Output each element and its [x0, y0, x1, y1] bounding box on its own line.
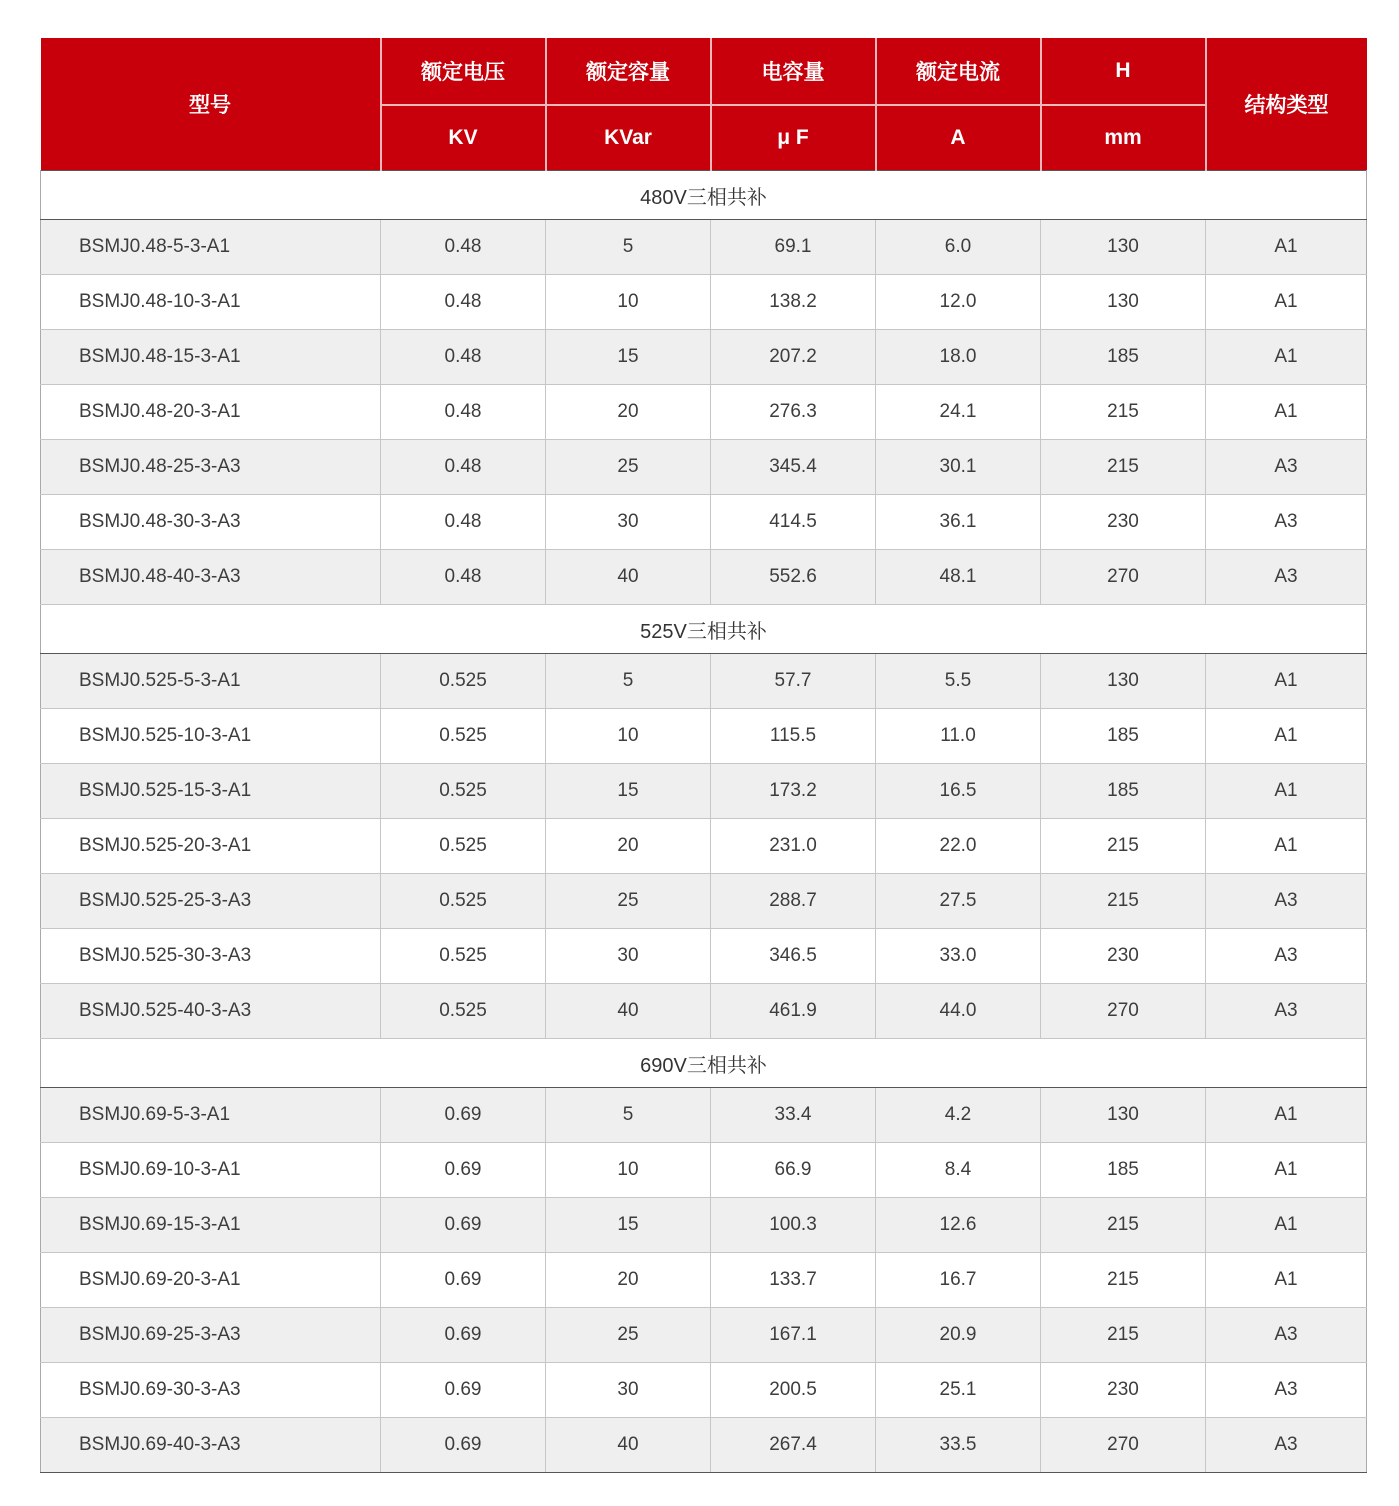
table-row — [41, 764, 1367, 819]
model-cell: BSMJ0.48-10-3-A1 — [41, 275, 381, 330]
value-cell: 20.9 — [876, 1308, 1041, 1363]
value-cell: 0.48 — [381, 440, 546, 495]
value-cell: 5 — [546, 220, 711, 275]
value-cell: 20 — [546, 1253, 711, 1308]
value-cell: 25.1 — [876, 1363, 1041, 1418]
value-cell: A1 — [1206, 1088, 1367, 1143]
table-row — [41, 984, 1367, 1039]
value-cell: 130 — [1041, 220, 1206, 275]
value-cell: 215 — [1041, 385, 1206, 440]
value-cell: 215 — [1041, 440, 1206, 495]
col-header-capacitance: 电容量 — [711, 38, 876, 105]
value-cell: 25 — [546, 440, 711, 495]
value-cell: 185 — [1041, 764, 1206, 819]
value-cell: 0.48 — [381, 330, 546, 385]
col-header-structure-type: 结构类型 — [1206, 38, 1367, 171]
value-cell: 22.0 — [876, 819, 1041, 874]
value-cell: 0.69 — [381, 1143, 546, 1198]
value-cell: A1 — [1206, 1143, 1367, 1198]
value-cell: A3 — [1206, 440, 1367, 495]
col-header-rated-capacity: 额定容量 — [546, 38, 711, 105]
model-cell: BSMJ0.525-25-3-A3 — [41, 874, 381, 929]
value-cell: 36.1 — [876, 495, 1041, 550]
value-cell: 100.3 — [711, 1198, 876, 1253]
value-cell: 30.1 — [876, 440, 1041, 495]
value-cell: 4.2 — [876, 1088, 1041, 1143]
unit-uf: μ F — [711, 105, 876, 171]
value-cell: A1 — [1206, 1198, 1367, 1253]
model-cell: BSMJ0.525-10-3-A1 — [41, 709, 381, 764]
value-cell: 0.69 — [381, 1363, 546, 1418]
value-cell: 18.0 — [876, 330, 1041, 385]
value-cell: 6.0 — [876, 220, 1041, 275]
value-cell: 11.0 — [876, 709, 1041, 764]
value-cell: 0.525 — [381, 654, 546, 709]
value-cell: 33.5 — [876, 1418, 1041, 1473]
value-cell: 30 — [546, 929, 711, 984]
section-title: 480V三相共补 — [41, 171, 1367, 220]
value-cell: 12.6 — [876, 1198, 1041, 1253]
table-row — [41, 495, 1367, 550]
value-cell: 288.7 — [711, 874, 876, 929]
value-cell: 20 — [546, 819, 711, 874]
table-row — [41, 550, 1367, 605]
table-row — [41, 1198, 1367, 1253]
value-cell: 167.1 — [711, 1308, 876, 1363]
model-cell: BSMJ0.48-40-3-A3 — [41, 550, 381, 605]
table-body — [41, 171, 1367, 1473]
value-cell: 0.48 — [381, 385, 546, 440]
value-cell: A3 — [1206, 874, 1367, 929]
model-cell: BSMJ0.525-15-3-A1 — [41, 764, 381, 819]
value-cell: 0.525 — [381, 874, 546, 929]
table-row — [41, 1363, 1367, 1418]
value-cell: 0.525 — [381, 709, 546, 764]
value-cell: 0.48 — [381, 220, 546, 275]
table-row — [41, 440, 1367, 495]
value-cell: 130 — [1041, 1088, 1206, 1143]
value-cell: 215 — [1041, 1253, 1206, 1308]
value-cell: 15 — [546, 764, 711, 819]
value-cell: 0.69 — [381, 1308, 546, 1363]
value-cell: A3 — [1206, 929, 1367, 984]
section-header-row — [41, 171, 1367, 220]
value-cell: 0.48 — [381, 495, 546, 550]
table-row — [41, 654, 1367, 709]
model-cell: BSMJ0.69-20-3-A1 — [41, 1253, 381, 1308]
table-row — [41, 385, 1367, 440]
value-cell: 0.525 — [381, 819, 546, 874]
value-cell: 173.2 — [711, 764, 876, 819]
section-title: 525V三相共补 — [41, 605, 1367, 654]
value-cell: 0.69 — [381, 1088, 546, 1143]
section-header-row — [41, 1039, 1367, 1088]
value-cell: A1 — [1206, 330, 1367, 385]
value-cell: A1 — [1206, 385, 1367, 440]
value-cell: 69.1 — [711, 220, 876, 275]
unit-kvar: KVar — [546, 105, 711, 171]
value-cell: 10 — [546, 1143, 711, 1198]
model-cell: BSMJ0.69-5-3-A1 — [41, 1088, 381, 1143]
value-cell: 115.5 — [711, 709, 876, 764]
model-cell: BSMJ0.525-20-3-A1 — [41, 819, 381, 874]
value-cell: A3 — [1206, 1363, 1367, 1418]
value-cell: 0.525 — [381, 764, 546, 819]
col-header-h: H — [1041, 38, 1206, 105]
value-cell: 185 — [1041, 709, 1206, 764]
value-cell: 0.525 — [381, 984, 546, 1039]
value-cell: 215 — [1041, 874, 1206, 929]
value-cell: 267.4 — [711, 1418, 876, 1473]
table-row — [41, 709, 1367, 764]
section-title: 690V三相共补 — [41, 1039, 1367, 1088]
value-cell: 25 — [546, 874, 711, 929]
value-cell: 0.69 — [381, 1253, 546, 1308]
value-cell: 44.0 — [876, 984, 1041, 1039]
value-cell: 15 — [546, 330, 711, 385]
unit-kv: KV — [381, 105, 546, 171]
model-cell: BSMJ0.69-40-3-A3 — [41, 1418, 381, 1473]
value-cell: 33.0 — [876, 929, 1041, 984]
col-header-model: 型号 — [41, 38, 381, 171]
value-cell: 24.1 — [876, 385, 1041, 440]
value-cell: 185 — [1041, 330, 1206, 385]
table-row — [41, 1253, 1367, 1308]
value-cell: 30 — [546, 1363, 711, 1418]
model-cell: BSMJ0.48-25-3-A3 — [41, 440, 381, 495]
model-cell: BSMJ0.69-10-3-A1 — [41, 1143, 381, 1198]
section-header-row — [41, 605, 1367, 654]
value-cell: 230 — [1041, 1363, 1206, 1418]
value-cell: 138.2 — [711, 275, 876, 330]
table-row — [41, 275, 1367, 330]
unit-a: A — [876, 105, 1041, 171]
value-cell: 0.69 — [381, 1198, 546, 1253]
value-cell: 0.48 — [381, 275, 546, 330]
value-cell: 8.4 — [876, 1143, 1041, 1198]
table-row — [41, 1088, 1367, 1143]
value-cell: 130 — [1041, 275, 1206, 330]
value-cell: 346.5 — [711, 929, 876, 984]
value-cell: 231.0 — [711, 819, 876, 874]
value-cell: 5 — [546, 1088, 711, 1143]
model-cell: BSMJ0.48-15-3-A1 — [41, 330, 381, 385]
value-cell: 16.7 — [876, 1253, 1041, 1308]
model-cell: BSMJ0.525-30-3-A3 — [41, 929, 381, 984]
model-cell: BSMJ0.48-5-3-A1 — [41, 220, 381, 275]
value-cell: 0.525 — [381, 929, 546, 984]
value-cell: 230 — [1041, 929, 1206, 984]
value-cell: 20 — [546, 385, 711, 440]
value-cell: 40 — [546, 550, 711, 605]
value-cell: 200.5 — [711, 1363, 876, 1418]
table-row — [41, 1418, 1367, 1473]
col-header-rated-voltage: 额定电压 — [381, 38, 546, 105]
value-cell: 10 — [546, 275, 711, 330]
table-row — [41, 330, 1367, 385]
value-cell: A1 — [1206, 709, 1367, 764]
value-cell: 40 — [546, 984, 711, 1039]
value-cell: 270 — [1041, 1418, 1206, 1473]
value-cell: 133.7 — [711, 1253, 876, 1308]
unit-mm: mm — [1041, 105, 1206, 171]
value-cell: 33.4 — [711, 1088, 876, 1143]
value-cell: 414.5 — [711, 495, 876, 550]
value-cell: 270 — [1041, 984, 1206, 1039]
value-cell: A3 — [1206, 1418, 1367, 1473]
header-label-row — [41, 38, 1367, 105]
value-cell: A1 — [1206, 819, 1367, 874]
value-cell: 270 — [1041, 550, 1206, 605]
value-cell: A3 — [1206, 550, 1367, 605]
value-cell: 40 — [546, 1418, 711, 1473]
table-header — [41, 38, 1367, 171]
model-cell: BSMJ0.69-15-3-A1 — [41, 1198, 381, 1253]
value-cell: A3 — [1206, 495, 1367, 550]
value-cell: 230 — [1041, 495, 1206, 550]
value-cell: 5 — [546, 654, 711, 709]
table-row — [41, 874, 1367, 929]
table-row — [41, 220, 1367, 275]
value-cell: 30 — [546, 495, 711, 550]
value-cell: 461.9 — [711, 984, 876, 1039]
table-row — [41, 1143, 1367, 1198]
value-cell: A1 — [1206, 654, 1367, 709]
value-cell: A1 — [1206, 275, 1367, 330]
value-cell: 207.2 — [711, 330, 876, 385]
value-cell: A1 — [1206, 764, 1367, 819]
model-cell: BSMJ0.48-20-3-A1 — [41, 385, 381, 440]
value-cell: 276.3 — [711, 385, 876, 440]
value-cell: 185 — [1041, 1143, 1206, 1198]
value-cell: 345.4 — [711, 440, 876, 495]
model-cell: BSMJ0.69-30-3-A3 — [41, 1363, 381, 1418]
table-row — [41, 929, 1367, 984]
value-cell: 0.48 — [381, 550, 546, 605]
value-cell: 552.6 — [711, 550, 876, 605]
model-cell: BSMJ0.69-25-3-A3 — [41, 1308, 381, 1363]
value-cell: 48.1 — [876, 550, 1041, 605]
value-cell: A3 — [1206, 984, 1367, 1039]
value-cell: 5.5 — [876, 654, 1041, 709]
model-cell: BSMJ0.48-30-3-A3 — [41, 495, 381, 550]
value-cell: 215 — [1041, 819, 1206, 874]
value-cell: 27.5 — [876, 874, 1041, 929]
model-cell: BSMJ0.525-40-3-A3 — [41, 984, 381, 1039]
value-cell: 15 — [546, 1198, 711, 1253]
value-cell: 215 — [1041, 1308, 1206, 1363]
value-cell: 0.69 — [381, 1418, 546, 1473]
value-cell: A1 — [1206, 1253, 1367, 1308]
table-row — [41, 819, 1367, 874]
value-cell: 25 — [546, 1308, 711, 1363]
value-cell: A3 — [1206, 1308, 1367, 1363]
value-cell: 215 — [1041, 1198, 1206, 1253]
table-row — [41, 1308, 1367, 1363]
value-cell: A1 — [1206, 220, 1367, 275]
model-cell: BSMJ0.525-5-3-A1 — [41, 654, 381, 709]
value-cell: 66.9 — [711, 1143, 876, 1198]
value-cell: 57.7 — [711, 654, 876, 709]
col-header-rated-current: 额定电流 — [876, 38, 1041, 105]
value-cell: 12.0 — [876, 275, 1041, 330]
value-cell: 10 — [546, 709, 711, 764]
value-cell: 16.5 — [876, 764, 1041, 819]
value-cell: 130 — [1041, 654, 1206, 709]
capacitor-spec-table — [40, 38, 1367, 1473]
